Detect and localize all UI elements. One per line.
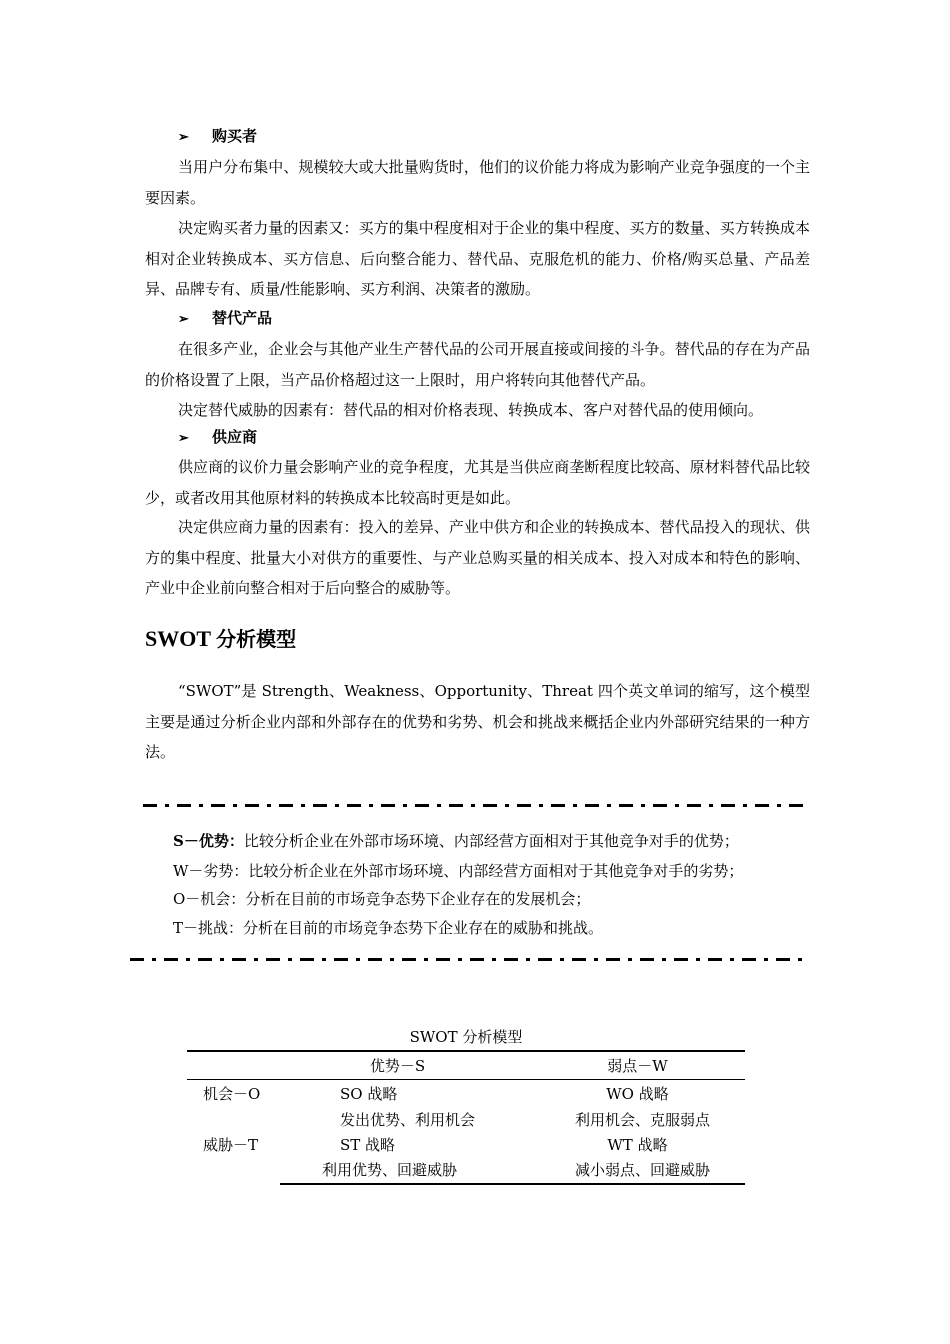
table-cell: 利用优势、回避威胁 bbox=[322, 1161, 458, 1179]
paragraph: 供应商的议价力量会影响产业的竞争程度，尤其是当供应商垄断程度比较高、原材料替代品比较少，或者改用其他原材料的转换成本比较高时更是如此。 bbox=[145, 458, 810, 507]
def-text: 比较分析企业在外部市场环境、内部经营方面相对于其他竞争对手的劣势； bbox=[248, 862, 744, 880]
paragraph: 决定供应商力量的因素有：投入的差异、产业中供方和企业的转换成本、替代品投入的现状、供方的集中程度、批量大小对供方的重要性、与产业总购买量的相关成本、投入对成本和特色的影响、产业中企业前向整合相对于后向整合的威胁等。 bbox=[145, 518, 810, 598]
dash-dot-divider bbox=[143, 804, 807, 807]
row-label: 机会－O bbox=[203, 1085, 261, 1103]
title-cn: 分析模型 bbox=[216, 627, 297, 651]
swot-intro: “SWOT”是 Strength、Weakness、Opportunity、Threat 四个英文单词的缩写，这个模型主要是通过分析企业内部和外部存在的优势和劣势、机会和挑战来概括企业内外部研究结果的一种方法。 bbox=[145, 682, 810, 762]
arrow-bullet-icon: ➢ bbox=[178, 312, 189, 327]
paragraph: 当用户分布集中、规模较大或大批量购货时，他们的议价能力将成为影响产业竞争强度的一个主要因素。 bbox=[145, 158, 810, 207]
definition-opportunity bbox=[173, 884, 590, 914]
paragraph: 决定购买者力量的因素又：买方的集中程度相对于企业的集中程度、买方的数量、买方转换成本相对企业转换成本、买方信息、后向整合能力、替代品、克服危机的能力、价格/购买总量、产品差异、品牌专有、质量/性能影响、买方利润、决策者的激励。 bbox=[145, 219, 810, 299]
table-cell: WO 战略 bbox=[606, 1085, 669, 1103]
def-label: O－机会： bbox=[173, 890, 246, 908]
definition-weakness bbox=[173, 856, 743, 886]
section-heading-buyers bbox=[178, 121, 257, 151]
def-label: T－挑战： bbox=[173, 919, 244, 937]
definition-strength bbox=[173, 826, 739, 856]
def-text: 分析在目前的市场竞争态势下企业存在的发展机会； bbox=[245, 890, 591, 908]
col-header: 弱点－W bbox=[607, 1057, 668, 1075]
arrow-bullet-icon: ➢ bbox=[178, 130, 189, 145]
heading-text: 替代产品 bbox=[212, 309, 273, 327]
heading-text: 供应商 bbox=[212, 428, 258, 446]
row-label: 威胁－T bbox=[203, 1136, 259, 1154]
dash-dot-divider bbox=[130, 958, 806, 961]
def-text: 分析在目前的市场竞争态势下企业存在的威胁和挑战。 bbox=[243, 919, 604, 937]
arrow-bullet-icon: ➢ bbox=[178, 431, 189, 446]
swot-section-title bbox=[145, 622, 296, 656]
section-heading-suppliers bbox=[178, 422, 257, 452]
col-header: 优势－S bbox=[369, 1057, 426, 1075]
section-heading-substitutes bbox=[178, 303, 272, 333]
table-cell: 发出优势、利用机会 bbox=[340, 1111, 476, 1129]
table-cell: 减小弱点、回避威胁 bbox=[574, 1161, 710, 1179]
table-caption: SWOT 分析模型 bbox=[409, 1028, 523, 1046]
paragraph: 在很多产业，企业会与其他产业生产替代品的公司开展直接或间接的斗争。替代品的存在为产品的价格设置了上限，当产品价格超过这一上限时，用户将转向其他替代产品。 bbox=[145, 340, 810, 389]
def-label: W－劣势： bbox=[173, 862, 249, 880]
table-cell: 利用机会、克服弱点 bbox=[574, 1111, 710, 1129]
table-cell: WT 战略 bbox=[607, 1136, 668, 1154]
def-label: S－优势： bbox=[173, 832, 244, 850]
heading-text: 购买者 bbox=[212, 127, 258, 145]
table-bottom-rule bbox=[280, 1183, 745, 1185]
table-cell: ST 战略 bbox=[340, 1136, 396, 1154]
table-cell: SO 战略 bbox=[340, 1085, 398, 1103]
definition-threat bbox=[173, 913, 603, 943]
title-latin: SWOT bbox=[145, 626, 211, 651]
paragraph: 决定替代威胁的因素有：替代品的相对价格表现、转换成本、客户对替代品的使用倾向。 bbox=[178, 401, 764, 419]
table-top-rule bbox=[187, 1050, 745, 1052]
table-header-rule bbox=[187, 1079, 745, 1080]
def-text: 比较分析企业在外部市场环境、内部经营方面相对于其他竞争对手的优势； bbox=[243, 832, 739, 850]
